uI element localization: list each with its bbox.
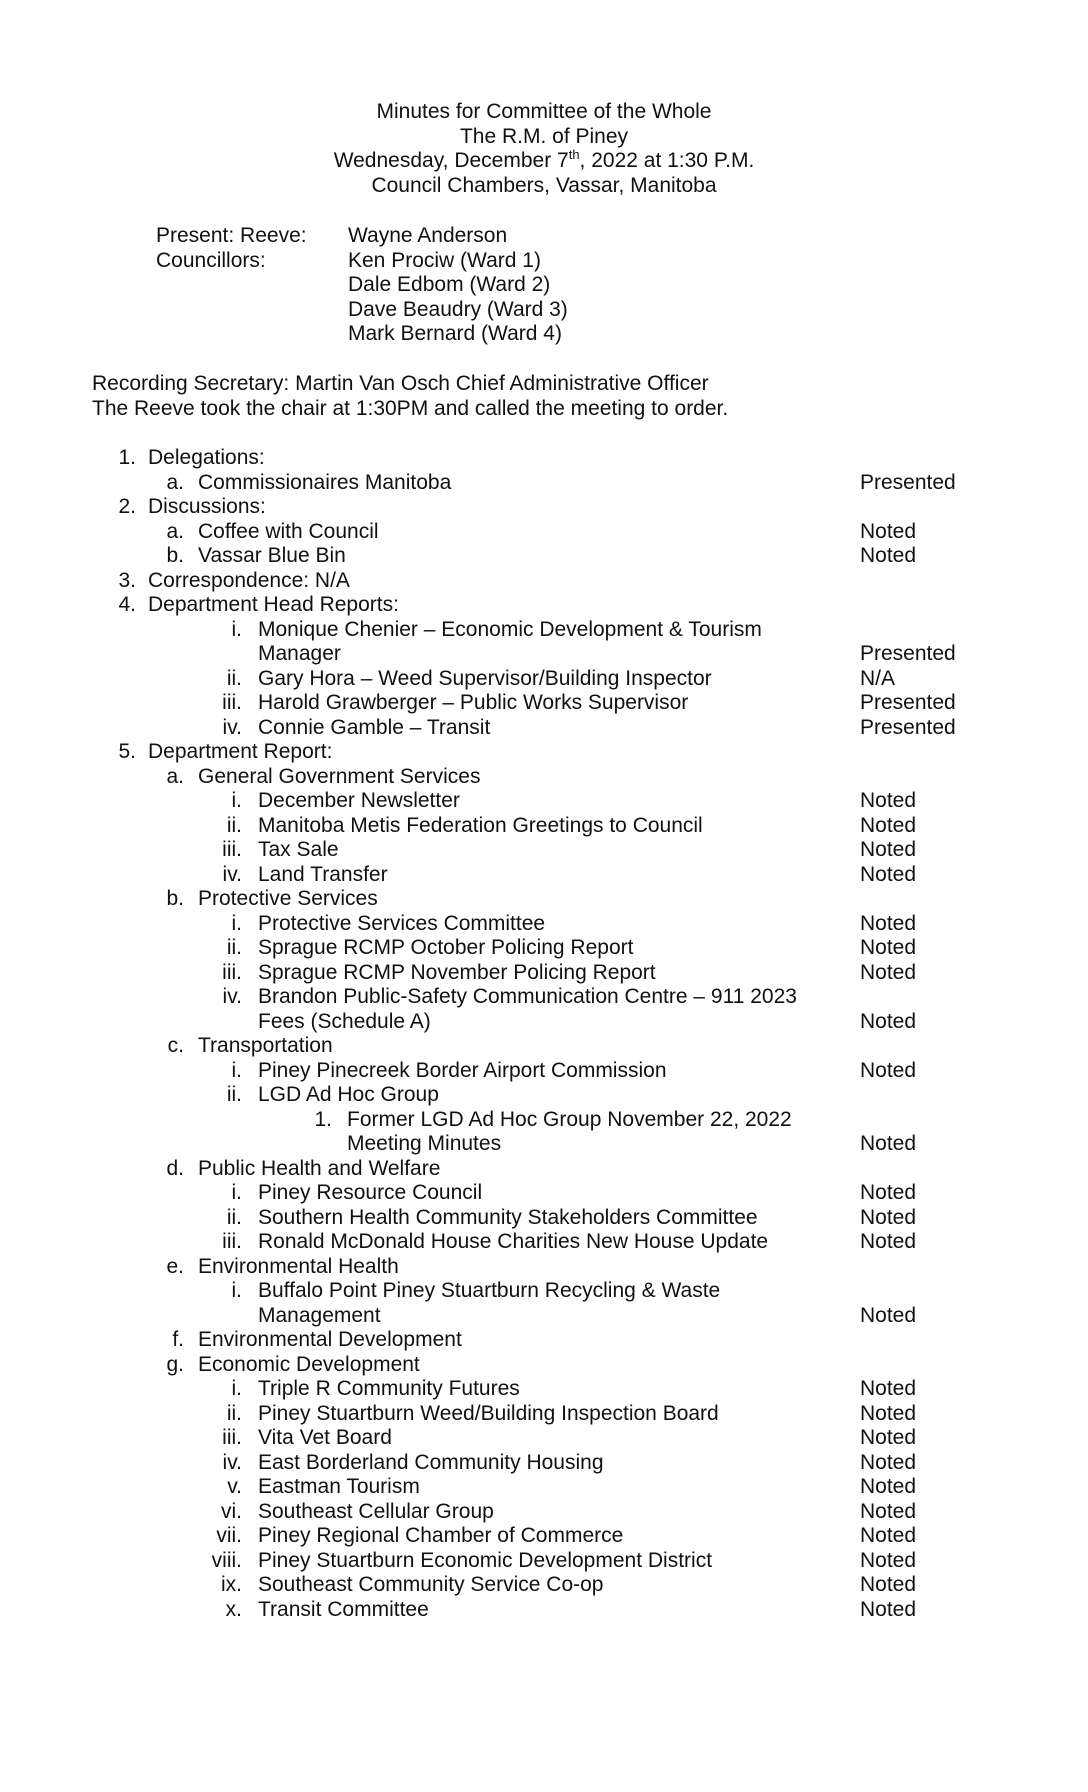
agenda-item-text: Southeast Community Service Co-op	[258, 1573, 604, 1596]
agenda-item-number: ii.	[226, 813, 242, 837]
agenda-item-number: 1.	[118, 446, 136, 469]
agenda-item-text: Protective Services Committee	[258, 911, 546, 935]
agenda-item-text: Vita Vet Board	[258, 1426, 392, 1449]
agenda-item	[0, 936, 1088, 961]
agenda-item-text: Harold Grawberger – Public Works Supervisor	[258, 691, 689, 714]
reeve-name: Wayne Anderson	[348, 224, 508, 247]
agenda-item	[0, 1157, 1088, 1182]
agenda-item-text: Piney Resource Council	[258, 1181, 483, 1204]
agenda-item-status: Noted	[860, 544, 917, 567]
agenda-item-status: Noted	[860, 1475, 917, 1498]
agenda-item-text: Transportation	[198, 1034, 333, 1057]
agenda-item-number: iv.	[222, 862, 242, 886]
agenda-item-number: 1.	[314, 1107, 332, 1131]
agenda-item-number: ii.	[226, 1401, 242, 1425]
agenda-item-status: Noted	[860, 838, 917, 861]
agenda-item-status: Noted	[860, 1205, 917, 1229]
agenda-item-status: Noted	[860, 1450, 917, 1474]
agenda-item	[0, 838, 1088, 863]
agenda-item	[0, 985, 1088, 1010]
agenda-item-text: Manitoba Metis Federation Greetings to Council	[258, 813, 703, 837]
agenda-item-text: Piney Regional Chamber of Commerce	[258, 1524, 624, 1547]
councillor-name: Dave Beaudry (Ward 3)	[348, 297, 568, 321]
agenda-item	[0, 716, 1088, 741]
agenda-item-text: Former LGD Ad Hoc Group November 22, 2022	[347, 1107, 792, 1131]
header-location: Council Chambers, Vassar, Manitoba	[371, 173, 717, 197]
agenda-item-status: Noted	[860, 519, 917, 543]
agenda-item	[0, 1500, 1088, 1525]
agenda-item	[0, 1402, 1088, 1427]
agenda-item-number: v.	[227, 1475, 242, 1498]
agenda-item-text: Sprague RCMP November Policing Report	[258, 960, 656, 984]
agenda-item	[0, 667, 1088, 692]
agenda-item-status: Noted	[860, 1230, 917, 1253]
agenda-item-number: iii.	[222, 960, 242, 984]
agenda-item-status: Noted	[860, 1573, 917, 1596]
agenda-item-number: g.	[166, 1352, 184, 1376]
agenda-item-number: a.	[166, 519, 184, 543]
agenda-item	[0, 1304, 1088, 1329]
agenda-item-status: Presented	[860, 715, 956, 739]
agenda-item-text: Land Transfer	[258, 862, 388, 886]
agenda-item-number: b.	[166, 544, 184, 567]
agenda-item	[0, 1598, 1088, 1623]
agenda-item-number: iii.	[222, 1230, 242, 1253]
agenda-item-number: i.	[231, 1377, 242, 1400]
agenda-item-status: Presented	[860, 691, 956, 714]
agenda-item-status: Noted	[860, 813, 917, 837]
agenda-item	[0, 740, 1088, 765]
agenda-item-number: ii.	[226, 936, 242, 959]
agenda-item	[0, 814, 1088, 839]
agenda-item-status: Noted	[860, 911, 917, 935]
agenda-item-number: f.	[172, 1328, 184, 1351]
agenda-item-number: d.	[166, 1156, 184, 1180]
agenda-item-number: iv.	[222, 1450, 242, 1474]
councillors-label: Councillors:	[156, 248, 266, 272]
agenda-item	[0, 1230, 1088, 1255]
agenda-item-text: Environmental Health	[198, 1254, 399, 1278]
agenda-item-text: General Government Services	[198, 764, 481, 788]
agenda-item-text: LGD Ad Hoc Group	[258, 1083, 439, 1106]
agenda-item-text: Tax Sale	[258, 838, 339, 861]
agenda-item-text: Economic Development	[198, 1352, 420, 1376]
call-to-order: The Reeve took the chair at 1:30PM and called the meeting to order.	[92, 396, 729, 420]
agenda-item-text: East Borderland Community Housing	[258, 1450, 604, 1474]
councillor-name: Dale Edbom (Ward 2)	[348, 273, 551, 296]
agenda-item-number: vi.	[221, 1499, 242, 1523]
agenda-item	[0, 1206, 1088, 1231]
agenda-item-text: Southern Health Community Stakeholders Committee	[258, 1205, 758, 1229]
agenda-item-number: i.	[231, 789, 242, 812]
intro-block	[92, 372, 728, 421]
councillor-name: Mark Bernard (Ward 4)	[348, 322, 562, 345]
agenda-item-text: December Newsletter	[258, 789, 460, 812]
agenda-item-number: iii.	[222, 1426, 242, 1449]
agenda-item	[0, 1426, 1088, 1451]
agenda-item-text: Manager	[258, 642, 341, 665]
agenda-item	[0, 495, 1088, 520]
agenda-item-status: Noted	[860, 862, 917, 886]
agenda-item-text: Environmental Development	[198, 1328, 462, 1351]
agenda-list	[0, 446, 1088, 1622]
agenda-item-status: Noted	[860, 1426, 917, 1449]
agenda-item	[0, 912, 1088, 937]
agenda-item-number: i.	[231, 1058, 242, 1082]
agenda-item	[0, 520, 1088, 545]
agenda-item-status: Noted	[860, 1499, 917, 1523]
agenda-item-status: Noted	[860, 936, 917, 959]
agenda-item	[0, 1108, 1088, 1133]
agenda-item-text: Southeast Cellular Group	[258, 1499, 494, 1523]
agenda-item-number: i.	[231, 1279, 242, 1302]
agenda-item-status: Noted	[860, 789, 917, 812]
agenda-item	[0, 1377, 1088, 1402]
agenda-item-status: Noted	[860, 1058, 917, 1082]
agenda-item	[0, 1255, 1088, 1280]
agenda-item	[0, 1279, 1088, 1304]
agenda-item	[0, 1059, 1088, 1084]
agenda-item-text: Public Health and Welfare	[198, 1156, 441, 1180]
agenda-item-text: Piney Stuartburn Economic Development District	[258, 1548, 713, 1572]
agenda-item-number: vii.	[216, 1524, 242, 1547]
agenda-item	[0, 765, 1088, 790]
agenda-item-text: Discussions:	[148, 495, 266, 518]
agenda-item-text: Connie Gamble – Transit	[258, 715, 491, 739]
document-header	[0, 100, 1088, 198]
agenda-item-text: Piney Pinecreek Border Airport Commission	[258, 1058, 667, 1082]
agenda-item	[0, 642, 1088, 667]
agenda-item-number: b.	[166, 887, 184, 910]
agenda-item	[0, 1132, 1088, 1157]
agenda-item-text: Department Report:	[148, 740, 333, 763]
agenda-item-status: Noted	[860, 1401, 917, 1425]
agenda-item-status: Noted	[860, 960, 917, 984]
agenda-item-status: Noted	[860, 1377, 917, 1400]
agenda-item-status: Noted	[860, 1548, 917, 1572]
agenda-item-text: Management	[258, 1303, 381, 1327]
agenda-item-number: a.	[166, 470, 184, 494]
agenda-item	[0, 961, 1088, 986]
agenda-item-text: Sprague RCMP October Policing Report	[258, 936, 634, 959]
agenda-item-status: Presented	[860, 642, 956, 665]
agenda-item-text: Buffalo Point Piney Stuartburn Recycling & Waste	[258, 1279, 721, 1302]
councillor-name: Ken Prociw (Ward 1)	[348, 248, 541, 272]
recording-secretary: Recording Secretary: Martin Van Osch Chief Administrative Officer	[92, 372, 709, 395]
agenda-item	[0, 446, 1088, 471]
agenda-item-text: Vassar Blue Bin	[198, 544, 346, 567]
agenda-item-number: ix.	[221, 1573, 242, 1596]
agenda-item-text: Brandon Public-Safety Communication Centre – 911 2023	[258, 985, 797, 1008]
agenda-item	[0, 1181, 1088, 1206]
agenda-item	[0, 1353, 1088, 1378]
agenda-item-number: 4.	[118, 593, 136, 616]
agenda-item-text: Department Head Reports:	[148, 593, 399, 616]
header-date-suffix: , 2022 at 1:30 P.M.	[579, 149, 755, 172]
agenda-item-text: Delegations:	[148, 446, 265, 469]
agenda-item-number: e.	[166, 1254, 184, 1278]
agenda-item-number: iii.	[222, 691, 242, 714]
agenda-item	[0, 1573, 1088, 1598]
agenda-item-number: 5.	[118, 740, 136, 763]
agenda-item	[0, 569, 1088, 594]
agenda-item	[0, 1549, 1088, 1574]
agenda-item-status: Noted	[860, 1303, 917, 1327]
agenda-item-text: Eastman Tourism	[258, 1475, 420, 1498]
agenda-item-text: Fees (Schedule A)	[258, 1009, 431, 1033]
header-date-superscript: th	[568, 147, 580, 162]
agenda-item-status: Noted	[860, 1009, 917, 1033]
agenda-item-number: iii.	[222, 838, 242, 861]
agenda-item	[0, 593, 1088, 618]
header-date-prefix: Wednesday, December 7	[333, 149, 569, 172]
agenda-item	[0, 863, 1088, 888]
agenda-item-text: Ronald McDonald House Charities New House Update	[258, 1230, 769, 1253]
agenda-item-number: iv.	[222, 985, 242, 1008]
agenda-item	[0, 471, 1088, 496]
agenda-item-text: Coffee with Council	[198, 519, 379, 543]
agenda-item-number: i.	[231, 1181, 242, 1204]
agenda-item	[0, 1451, 1088, 1476]
agenda-item-number: ii.	[226, 1205, 242, 1229]
agenda-item-number: iv.	[222, 715, 242, 739]
agenda-item-text: Monique Chenier – Economic Development & Tourism	[258, 617, 762, 641]
agenda-item-number: i.	[231, 911, 242, 935]
agenda-item-text: Commissionaires Manitoba	[198, 470, 452, 494]
reeve-label: Present: Reeve:	[156, 224, 307, 247]
agenda-item-number: 2.	[118, 495, 136, 518]
agenda-item	[0, 691, 1088, 716]
agenda-item-text: Meeting Minutes	[347, 1132, 502, 1155]
agenda-item-number: ii.	[226, 666, 242, 690]
agenda-item-status: Presented	[860, 470, 956, 494]
agenda-item-number: ii.	[226, 1083, 242, 1106]
agenda-item-number: i.	[231, 617, 242, 641]
agenda-item-number: a.	[166, 764, 184, 788]
agenda-item-number: c.	[167, 1034, 184, 1057]
agenda-item-text: Transit Committee	[258, 1597, 429, 1621]
agenda-item-status: Noted	[860, 1524, 917, 1547]
agenda-item-number: x.	[225, 1597, 242, 1621]
agenda-item	[0, 1475, 1088, 1500]
agenda-item-text: Correspondence: N/A	[148, 568, 350, 592]
agenda-item	[0, 544, 1088, 569]
header-date	[0, 149, 1088, 174]
agenda-item-text: Protective Services	[198, 887, 378, 910]
agenda-item-status: Noted	[860, 1181, 917, 1204]
agenda-item	[0, 887, 1088, 912]
agenda-item	[0, 789, 1088, 814]
header-municipality: The R.M. of Piney	[459, 124, 629, 148]
agenda-item-number: 3.	[118, 568, 136, 592]
agenda-item	[0, 1328, 1088, 1353]
agenda-item	[0, 1524, 1088, 1549]
agenda-item-number: viii.	[211, 1548, 242, 1572]
agenda-item-status: N/A	[860, 666, 896, 690]
header-title: Minutes for Committee of the Whole	[376, 100, 712, 123]
agenda-item	[0, 1083, 1088, 1108]
agenda-item-status: Noted	[860, 1132, 917, 1155]
agenda-item	[0, 618, 1088, 643]
agenda-item-text: Piney Stuartburn Weed/Building Inspection Board	[258, 1401, 719, 1425]
agenda-item-text: Triple R Community Futures	[258, 1377, 520, 1400]
agenda-item-text: Gary Hora – Weed Supervisor/Building Inspector	[258, 666, 712, 690]
agenda-item	[0, 1034, 1088, 1059]
agenda-item-status: Noted	[860, 1597, 917, 1621]
agenda-item	[0, 1010, 1088, 1035]
